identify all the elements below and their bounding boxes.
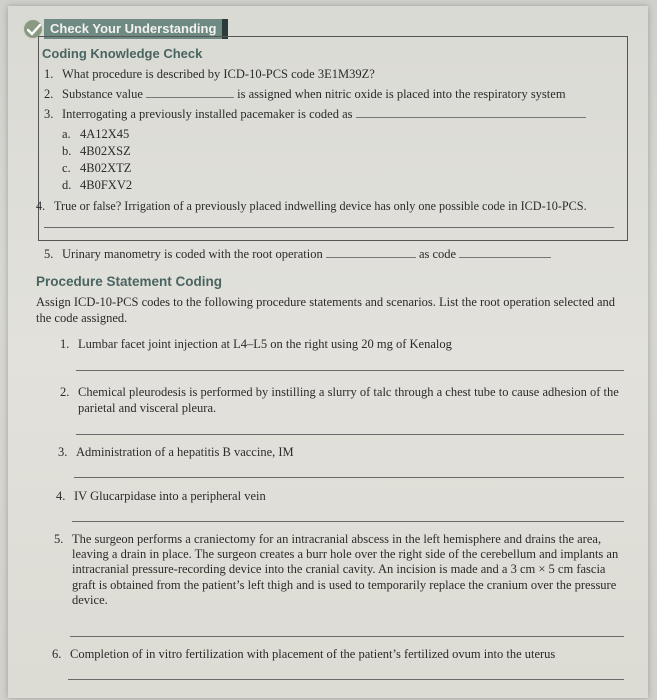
procedure-intro: Assign ICD-10-PCS codes to the following procedure statements and scenarios. List the root operation selected and the code assigned.: [36, 295, 616, 325]
answer-line[interactable]: [44, 227, 614, 228]
option-text: 4B02XTZ: [80, 161, 132, 175]
header-title: Check Your Understanding: [44, 19, 228, 39]
item-text: Administration of a hepatitis B vaccine, IM: [76, 445, 294, 459]
item-text: IV Glucarpidase into a peripheral vein: [74, 489, 266, 503]
answer-line[interactable]: [76, 370, 624, 371]
answer-line[interactable]: [68, 679, 624, 680]
option-label: a.: [62, 127, 71, 141]
option-label: c.: [62, 161, 71, 175]
procedure-item-3: [58, 445, 294, 460]
coding-check-title: Coding Knowledge Check: [42, 46, 203, 61]
option-b[interactable]: [62, 144, 131, 159]
question-text: as code: [418, 247, 457, 261]
question-number: 2.: [44, 87, 54, 101]
answer-blank[interactable]: [326, 247, 416, 258]
procedure-item-4: [56, 489, 266, 504]
item-text: Completion of in vitro fertilization with placement of the patient’s fertilized ovum into the uterus: [70, 647, 556, 661]
question-text: is assigned when nitric oxide is placed into the respiratory system: [237, 87, 566, 101]
procedure-item-5-number: 5.: [54, 532, 64, 546]
answer-blank[interactable]: [356, 107, 586, 118]
worksheet-page: [8, 6, 648, 698]
item-text: Lumbar facet joint injection at L4–L5 on the right using 20 mg of Kenalog: [78, 337, 452, 351]
question-1: [44, 67, 375, 82]
question-text: What procedure is described by ICD-10-PCS code 3E1M39Z?: [62, 67, 375, 81]
item-number: 1.: [60, 337, 70, 351]
question-2: [44, 87, 566, 102]
question-text: True or false? Irrigation of a previously placed indwelling device has only one possible code in ICD-10-PCS.: [54, 199, 587, 213]
answer-line[interactable]: [72, 521, 624, 522]
question-number: 5.: [44, 247, 54, 261]
procedure-item-2-number: 2.: [60, 385, 70, 399]
answer-line[interactable]: [76, 434, 624, 435]
option-label: b.: [62, 144, 72, 158]
option-a[interactable]: [62, 127, 129, 142]
procedure-item-1: [60, 337, 452, 352]
item-number: 4.: [56, 489, 66, 503]
question-text: Substance value: [62, 87, 143, 101]
question-3: [44, 107, 586, 122]
question-4: [36, 199, 587, 214]
procedure-section-title: Procedure Statement Coding: [36, 274, 223, 289]
answer-line[interactable]: [70, 636, 624, 637]
question-text: Urinary manometry is coded with the root operation: [62, 247, 323, 261]
question-text: Interrogating a previously installed pacemaker is coded as: [62, 107, 353, 121]
option-d[interactable]: [62, 178, 132, 193]
option-text: 4B02XSZ: [80, 144, 131, 158]
question-number: 3.: [44, 107, 54, 121]
procedure-item-5: The surgeon performs a craniectomy for an intracranial abscess in the left hemisphere and drains the area, leaving a drain in place. The surgeon creates a burr hole over the right side of the cerebellum and implants an intracranial pressure-recording device into the cranial cavity. An incision is made and a 3 cm × 5 cm fascia graft is obtained from the patient’s left thigh and is used to temporarily replace the cranium over the pressure device.: [72, 532, 619, 607]
item-number: 3.: [58, 445, 68, 459]
question-number: 1.: [44, 67, 54, 81]
answer-blank[interactable]: [459, 247, 551, 258]
option-text: 4A12X45: [80, 127, 130, 141]
question-5: [44, 247, 551, 262]
item-number: 6.: [52, 647, 62, 661]
answer-blank[interactable]: [146, 87, 234, 98]
option-label: d.: [62, 178, 72, 192]
question-number: 4.: [36, 199, 46, 213]
procedure-item-2: Chemical pleurodesis is performed by instilling a slurry of talc through a chest tube to cause adhesion of the parietal and visceral pleura.: [78, 385, 619, 415]
option-c[interactable]: [62, 161, 131, 176]
option-text: 4B0FXV2: [80, 178, 133, 192]
answer-line[interactable]: [74, 477, 624, 478]
procedure-item-6: [52, 647, 555, 662]
